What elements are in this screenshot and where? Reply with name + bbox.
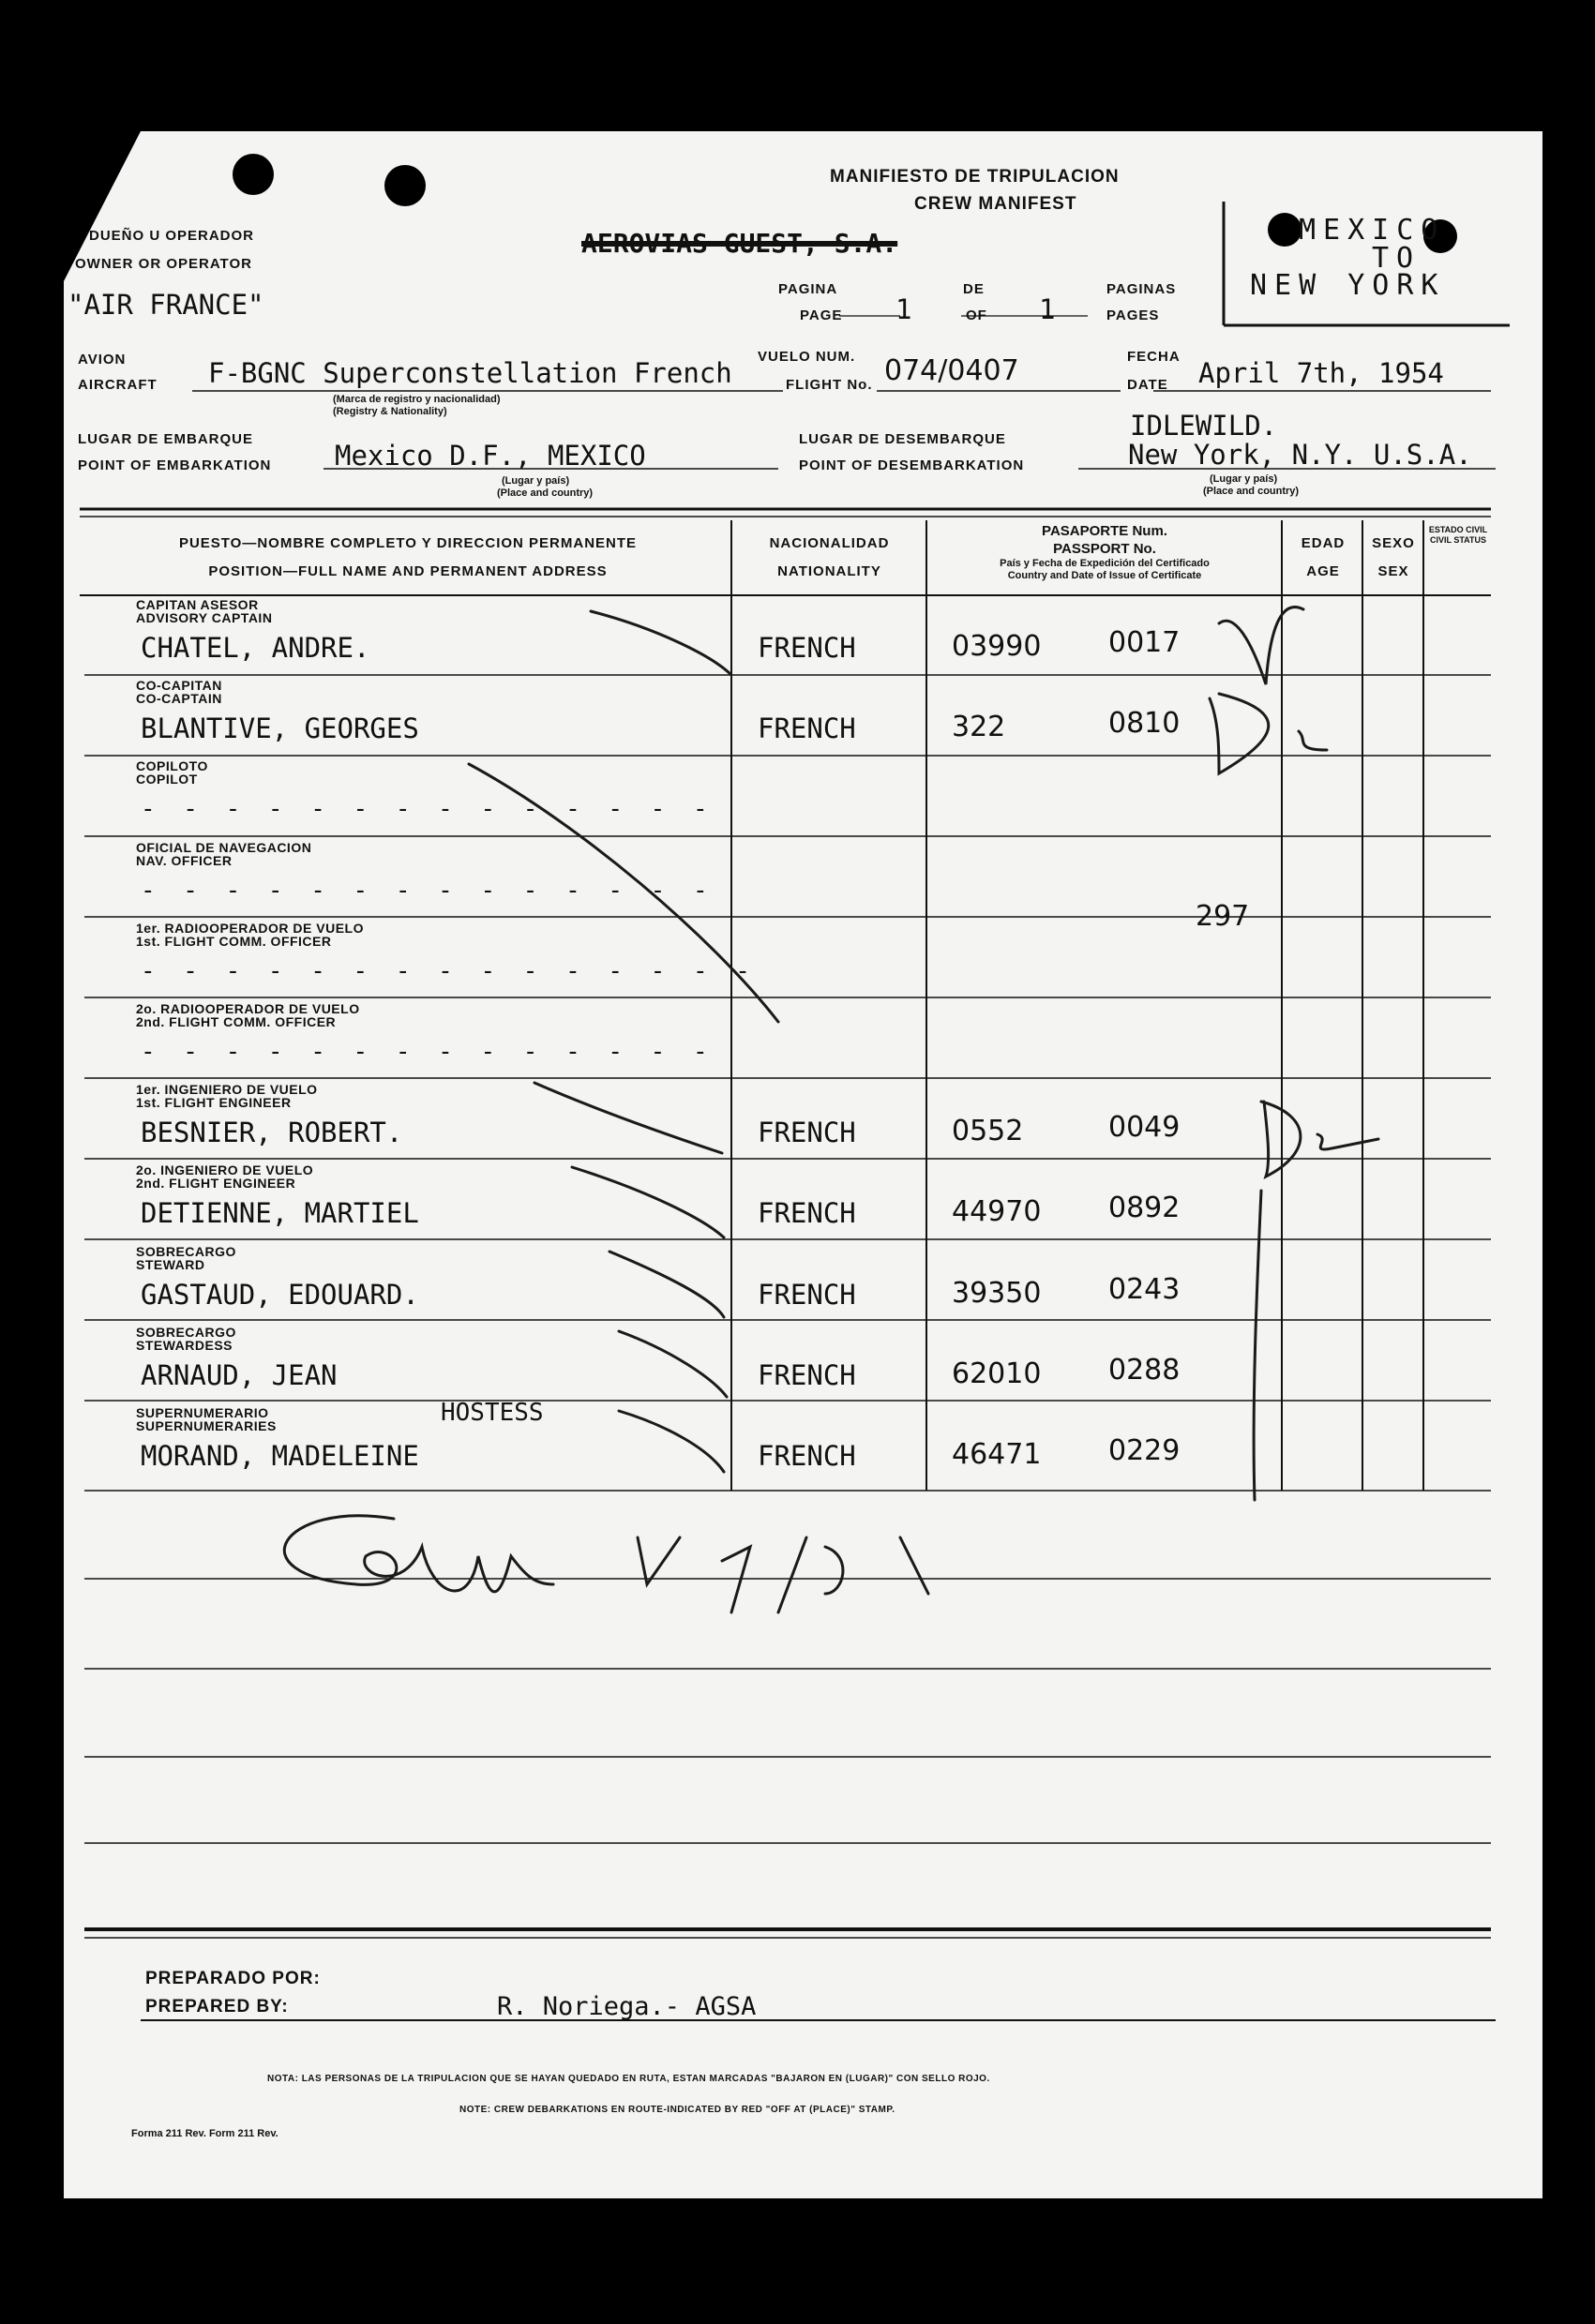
aircraft-label-en: AIRCRAFT <box>78 377 158 393</box>
crew-nationality: FRENCH <box>758 632 856 664</box>
position-label-en: 1st. FLIGHT COMM. OFFICER <box>136 933 332 949</box>
crew-name: ARNAUD, JEAN <box>141 1358 338 1391</box>
date-label-es: FECHA <box>1127 349 1181 365</box>
initial-mark-2 <box>1210 694 1269 773</box>
date-value: April 7th, 1954 <box>1198 357 1444 389</box>
position-label-es: 2o. INGENIERO DE VUELO <box>136 1162 314 1178</box>
prepared-label-es: PREPARADO POR: <box>145 1969 321 1988</box>
position-label-es: SUPERNUMERARIO <box>136 1405 269 1420</box>
passport-number: 0552 <box>952 1115 1024 1148</box>
position-label-es: OFICIAL DE NAVEGACION <box>136 839 312 855</box>
disembarkation-note-en: (Place and country) <box>1203 486 1300 497</box>
col-position-en: POSITION—FULL NAME AND PERMANENT ADDRESS <box>208 563 608 579</box>
crew-name: - - - - - - - - - - - - - - <box>141 1038 715 1066</box>
disembarkation-note-es: (Lugar y país) <box>1210 473 1278 485</box>
col-sex-en: SEX <box>1377 563 1409 579</box>
passport-number: 44970 <box>952 1195 1042 1229</box>
of-label-es: DE <box>963 281 985 297</box>
disembarkation-value-2: New York, N.Y. U.S.A. <box>1128 439 1472 471</box>
col-civil-es: ESTADO CIVIL <box>1428 525 1488 534</box>
position-label-en: 1st. FLIGHT ENGINEER <box>136 1095 292 1111</box>
disembarkation-label-en: POINT OF DESEMBARKATION <box>799 457 1025 473</box>
owner-label-es: DUEÑO U OPERADOR <box>89 228 255 244</box>
crew-nationality: FRENCH <box>758 1278 856 1311</box>
crew-name: DETIENNE, MARTIEL <box>141 1197 419 1230</box>
col-sex-es: SEXO <box>1372 535 1415 551</box>
crew-name: - - - - - - - - - - - - - - <box>141 876 715 905</box>
certificate-number: 0892 <box>1108 1192 1181 1225</box>
certificate-number: 0017 <box>1108 626 1181 659</box>
crew-nationality: FRENCH <box>758 1197 856 1230</box>
form-number: Forma 211 Rev. Form 211 Rev. <box>131 2128 278 2139</box>
position-label-es: CO-CAPITAN <box>136 678 222 694</box>
pages-label-en: PAGES <box>1106 307 1160 323</box>
check-mark <box>619 1331 727 1397</box>
footer-note-es: NOTA: LAS PERSONAS DE LA TRIPULACION QUE SE HAYAN QUEDADO EN RUTA, ESTAN MARCADAS "BAJARON EN (LUGAR)" CON SELLO ROJO. <box>267 2074 990 2084</box>
footer-note-en: NOTE: CREW DEBARKATIONS EN ROUTE-INDICATED BY RED "OFF AT (PLACE)" STAMP. <box>459 2105 895 2115</box>
page-value: 1 <box>895 293 912 325</box>
col-passport-sub-es: País y Fecha de Expedición del Certificado <box>1000 558 1210 569</box>
route-line-1: MEXICO <box>1299 214 1446 247</box>
embarkation-note-en: (Place and country) <box>497 487 594 499</box>
certificate-number: 0288 <box>1108 1353 1181 1387</box>
crew-name: MORAND, MADELEINE <box>141 1440 419 1472</box>
note-297: 297 <box>1196 900 1250 933</box>
position-label-en: ADVISORY CAPTAIN <box>136 610 273 625</box>
position-label-es: 2o. RADIOOPERADOR DE VUELO <box>136 1001 360 1016</box>
crew-nationality: FRENCH <box>758 1358 856 1391</box>
route-line-2: TO <box>1372 242 1422 275</box>
position-label-en: STEWARD <box>136 1256 205 1272</box>
date-label-en: DATE <box>1127 377 1168 393</box>
col-nationality-en: NATIONALITY <box>777 563 881 579</box>
embarkation-note-es: (Lugar y país) <box>502 475 570 487</box>
owner-value: "AIR FRANCE" <box>68 289 264 321</box>
position-label-es: CAPITAN ASESOR <box>136 597 259 612</box>
of-value: 1 <box>1039 293 1056 325</box>
vertical-stroke <box>1254 1191 1261 1500</box>
col-nationality-es: NACIONALIDAD <box>769 535 890 551</box>
embarkation-value: Mexico D.F., MEXICO <box>335 440 646 472</box>
passport-number: 62010 <box>952 1357 1042 1390</box>
col-position-es: PUESTO—NOMBRE COMPLETO Y DIRECCION PERMANENTE <box>178 535 638 551</box>
passport-number: 322 <box>952 711 1006 744</box>
flight-label-en: FLIGHT No. <box>786 377 873 393</box>
title-en: CREW MANIFEST <box>914 194 1077 214</box>
col-passport-es: PASAPORTE Num. <box>1042 523 1167 539</box>
embarkation-label-es: LUGAR DE EMBARQUE <box>78 431 254 447</box>
prepared-label-en: PREPARED BY: <box>145 1997 289 2017</box>
aircraft-note-es: (Marca de registro y nacionalidad) <box>333 394 501 405</box>
embarkation-label-en: POINT OF EMBARKATION <box>78 457 272 473</box>
passport-number: 46471 <box>952 1438 1042 1471</box>
check-mark <box>609 1252 724 1317</box>
page-label-es: PAGINA <box>778 281 838 297</box>
check-mark <box>469 764 778 1022</box>
position-label-en: NAV. OFFICER <box>136 852 233 868</box>
crew-nationality: FRENCH <box>758 712 856 745</box>
crew-name: CHATEL, ANDRE. <box>141 632 370 664</box>
position-label-en: 2nd. FLIGHT ENGINEER <box>136 1176 296 1192</box>
position-label-es: 1er. RADIOOPERADOR DE VUELO <box>136 920 364 936</box>
flight-label-es: VUELO NUM. <box>758 349 856 365</box>
check-mark <box>591 611 731 675</box>
col-passport-sub-en: Country and Date of Issue of Certificate <box>1007 570 1202 581</box>
check-mark <box>572 1167 724 1237</box>
route-line-3: NEW YORK <box>1250 269 1446 302</box>
owner-label-en: OWNER OR OPERATOR <box>75 256 252 272</box>
passport-number: 39350 <box>952 1276 1042 1310</box>
passport-number: 03990 <box>952 630 1042 663</box>
col-passport-en: PASSPORT No. <box>1053 541 1156 557</box>
crew-name: BLANTIVE, GEORGES <box>141 712 419 745</box>
col-civil-en: CIVIL STATUS <box>1429 535 1486 545</box>
col-age-en: AGE <box>1306 563 1340 579</box>
certificate-number: 0243 <box>1108 1272 1181 1306</box>
initial-mark-1 <box>1219 607 1303 684</box>
aircraft-label-es: AVION <box>78 352 127 367</box>
certificate-number: 0049 <box>1108 1111 1181 1145</box>
pages-label-es: PAGINAS <box>1106 281 1177 297</box>
disembarkation-value-1: IDLEWILD. <box>1130 410 1278 442</box>
signature <box>284 1516 553 1592</box>
position-label-en: STEWARDESS <box>136 1337 233 1353</box>
crew-nationality: FRENCH <box>758 1440 856 1472</box>
crew-name: - - - - - - - - - - - - - - - <box>141 956 757 985</box>
aircraft-value: F-BGNC Superconstellation French <box>208 357 732 389</box>
position-label-en: CO-CAPTAIN <box>136 691 222 707</box>
position-label-es: 1er. INGENIERO DE VUELO <box>136 1082 318 1098</box>
check-mark <box>534 1083 722 1153</box>
certificate-number: 0229 <box>1108 1434 1181 1467</box>
position-label-en: COPILOT <box>136 772 198 787</box>
position-label-en: SUPERNUMERARIES <box>136 1418 277 1433</box>
check-mark <box>619 1411 724 1472</box>
prepared-value: R. Noriega.- AGSA <box>497 1992 757 2021</box>
title-es: MANIFIESTO DE TRIPULACION <box>830 167 1120 187</box>
position-label-en: 2nd. FLIGHT COMM. OFFICER <box>136 1014 337 1029</box>
position-label-es: SOBRECARGO <box>136 1324 236 1340</box>
disembarkation-label-es: LUGAR DE DESEMBARQUE <box>799 431 1006 447</box>
page-label-en: PAGE <box>800 307 843 323</box>
date-scrawl <box>638 1537 928 1612</box>
position-label-es: COPILOTO <box>136 758 208 774</box>
position-typed: HOSTESS <box>441 1399 544 1427</box>
position-label-es: SOBRECARGO <box>136 1243 236 1259</box>
crew-name: BESNIER, ROBERT. <box>141 1117 403 1149</box>
aircraft-note-en: (Registry & Nationality) <box>333 406 447 417</box>
struck-company-name: AEROVIAS GUEST, S.A. <box>581 228 898 259</box>
initial-mark-3b <box>1317 1134 1378 1149</box>
crew-nationality: FRENCH <box>758 1117 856 1149</box>
of-label-en: OF <box>966 307 987 323</box>
certificate-number: 0810 <box>1108 707 1181 741</box>
col-age-es: EDAD <box>1301 535 1346 551</box>
initial-mark-2b <box>1299 731 1327 750</box>
initial-mark-3 <box>1261 1102 1301 1177</box>
flight-number-value: 074/0407 <box>884 354 1019 387</box>
crew-name: GASTAUD, EDOUARD. <box>141 1278 419 1311</box>
crew-name: - - - - - - - - - - - - - - <box>141 795 715 824</box>
